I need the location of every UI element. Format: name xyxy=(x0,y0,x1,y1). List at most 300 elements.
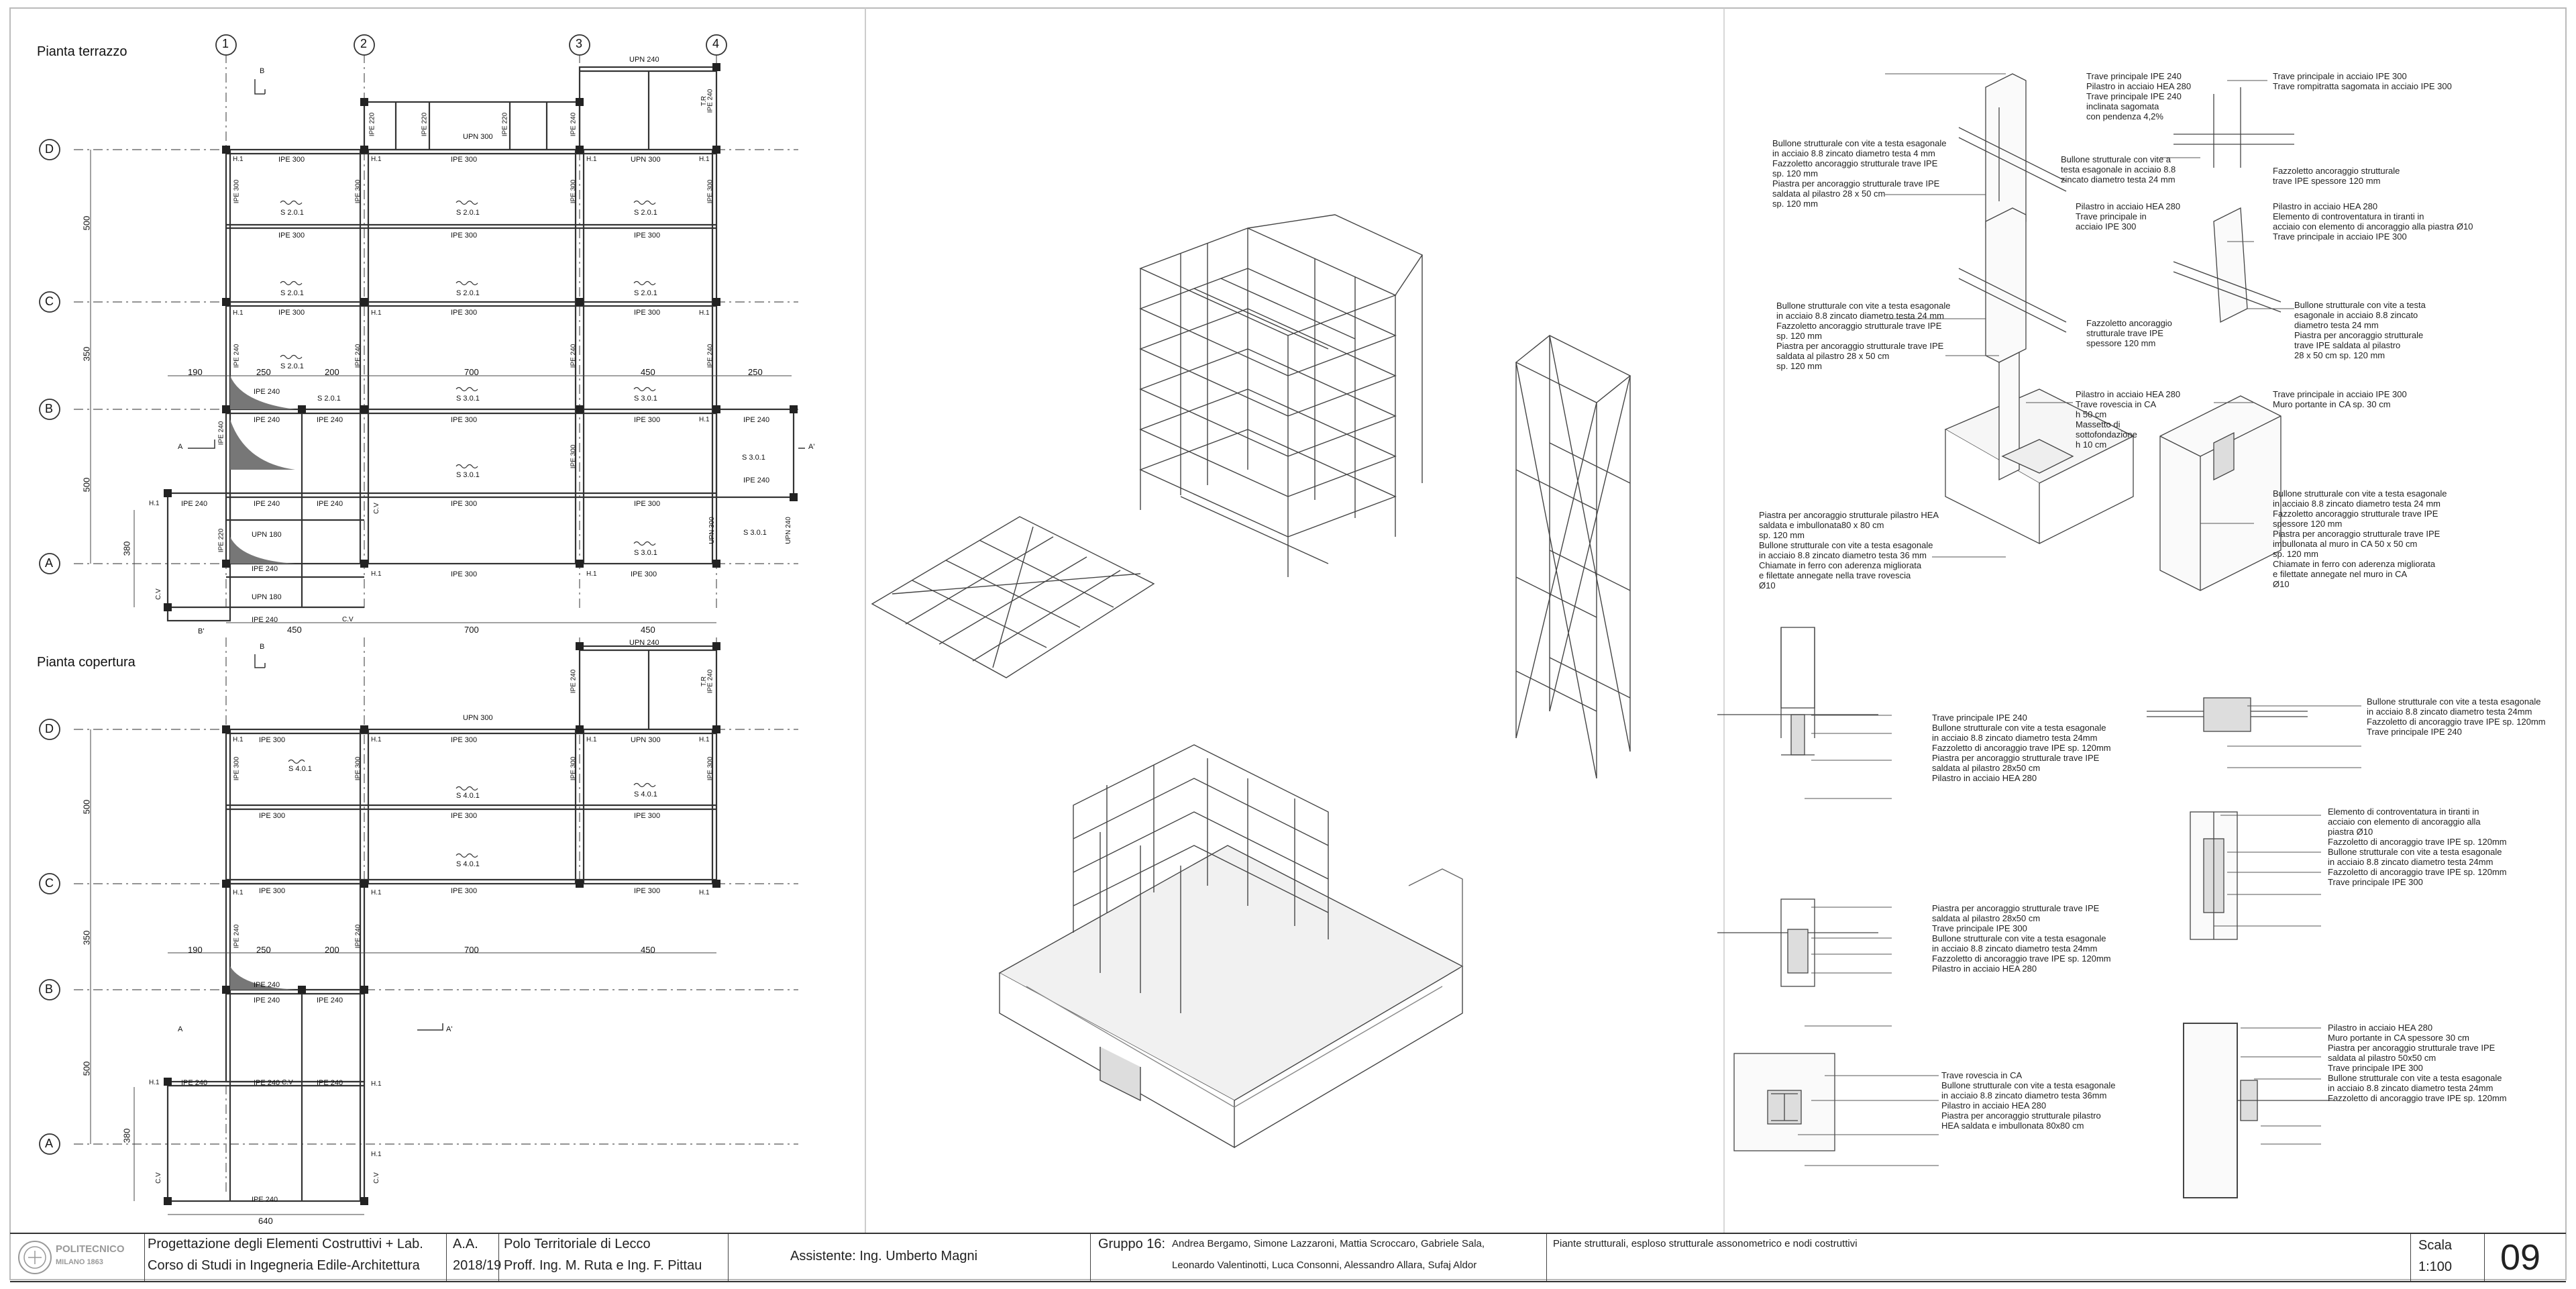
detail-note-line: Trave principale in xyxy=(2076,211,2147,221)
detail-note-d1 xyxy=(2086,71,2191,121)
detail-note-line: Pilastro in acciaio HEA 280 xyxy=(2273,201,2378,211)
beam-label: IPE 240 xyxy=(570,344,578,368)
detail-note-line: Pilastro in acciaio HEA 280 xyxy=(2076,389,2181,399)
spec-tag: S 4.0.1 xyxy=(634,790,657,798)
detail-note-line: Pilastro in acciaio HEA 280 xyxy=(1932,964,2037,974)
exploded-axonometric xyxy=(872,215,1630,1147)
beam-label: IPE 300 xyxy=(259,736,286,744)
detail-note-s5 xyxy=(1941,1070,2115,1131)
campus: Polo Territoriale di Lecco xyxy=(504,1237,651,1251)
beam-label: IPE 300 xyxy=(278,156,305,164)
beam-label: IPE 300 xyxy=(451,416,478,424)
beam-label: IPE 240 xyxy=(743,476,770,484)
detail-note-line: Fazzoletto di ancoraggio trave IPE sp. 120mm xyxy=(2328,837,2507,847)
beam-label: IPE 300 xyxy=(451,231,478,240)
academic-year: 2018/19 xyxy=(453,1258,502,1273)
column-tag: H.1 xyxy=(371,309,382,317)
column-tag: H.1 xyxy=(699,416,710,423)
lower-building-axon xyxy=(1000,745,1462,1147)
grid-col-1: 1 xyxy=(222,37,229,50)
beam-label: IPE 300 xyxy=(278,231,305,240)
detail-note-line: Trave principale in acciaio IPE 300 xyxy=(2273,389,2407,399)
detail-note-d2-b xyxy=(2273,166,2400,186)
detail-note-line: Bullone strutturale con vite a testa esagonale xyxy=(2328,1073,2502,1083)
spec-tag: S 2.0.1 xyxy=(280,289,304,297)
detail-note-line: Fazzoletto di ancoraggio trave IPE sp. 120mm xyxy=(2328,1093,2507,1103)
spec-tag: S 3.0.1 xyxy=(634,549,657,557)
detail-note-line: Fazzoletto ancoraggio strutturale trave IPE xyxy=(1772,158,1938,168)
detail-note-line: Trave rovescia in CA xyxy=(1941,1070,2023,1080)
column-tag: H.1 xyxy=(149,1079,160,1086)
detail-note-line: h 50 cm xyxy=(2076,409,2107,419)
detail-note-line: Elemento di controventatura in tiranti in xyxy=(2273,211,2424,221)
detail-note-d1-left xyxy=(1772,138,1946,209)
roof-dim-v4: 380 xyxy=(121,1128,132,1143)
beam-label: UPN 300 xyxy=(463,714,493,722)
detail-note-line: Bullone strutturale con vite a testa xyxy=(2294,300,2426,310)
spec-tag: S 3.0.1 xyxy=(743,529,767,537)
detail-note-line: in acciaio 8.8 zincato diametro testa 36mm xyxy=(1941,1090,2107,1100)
detail-note-line: Ø10 xyxy=(2273,579,2290,589)
beam-label: IPE 300 xyxy=(451,309,478,317)
course-name: Progettazione degli Elementi Costruttivi + Lab. xyxy=(148,1237,423,1251)
detail-note-line: Trave principale in acciaio IPE 300 xyxy=(2273,231,2407,242)
spec-tag: S 2.0.1 xyxy=(317,395,341,403)
detail-note-line: piastra Ø10 xyxy=(2328,827,2373,837)
detail-note-line: Trave principale IPE 300 xyxy=(2328,1063,2423,1073)
professors: Proff. Ing. M. Ruta e Ing. F. Pittau xyxy=(504,1258,702,1273)
column-tag: H.1 xyxy=(149,500,160,507)
column-tag: H.1 xyxy=(586,570,597,578)
beam-label: IPE 300 xyxy=(233,179,241,204)
cv-tag: C.V xyxy=(372,503,380,514)
sheet-description: Piante strutturali, esploso strutturale assonometrico e nodi costruttivi xyxy=(1553,1238,1858,1249)
spec-tag: S 2.0.1 xyxy=(280,362,304,370)
beam-label: IPE 300 xyxy=(451,570,478,578)
detail-note-line: sp. 120 mm xyxy=(2273,549,2318,559)
detail-note-line: testa esagonale in acciaio 8.8 xyxy=(2061,164,2176,174)
detail-note-line: Piastra per ancoraggio strutturale xyxy=(2294,330,2424,340)
detail-note-d3 xyxy=(2076,201,2180,231)
beam-label: UPN 240 xyxy=(629,639,659,647)
column-tag: H.1 xyxy=(586,156,597,163)
beam-label: UPN 300 xyxy=(708,517,716,544)
detail-note-line: con pendenza 4,2% xyxy=(2086,111,2163,121)
dim-v2: 350 xyxy=(81,346,92,362)
spec-tag: S 3.0.1 xyxy=(456,471,480,479)
beam-label: UPN 300 xyxy=(631,156,661,164)
grid-col-2: 2 xyxy=(360,37,368,50)
detail-note-line: Fazzoletto di ancoraggio trave IPE sp. 120mm xyxy=(2367,717,2546,727)
detail-note-line: saldata al pilastro 50x50 cm xyxy=(2328,1053,2436,1063)
group-members-1: Andrea Bergamo, Simone Lazzaroni, Mattia Scroccaro, Gabriele Sala, xyxy=(1172,1238,1485,1249)
column-tag: H.1 xyxy=(371,156,382,163)
detail-note-line: Trave principale IPE 300 xyxy=(2328,877,2423,887)
detail-note-line: Muro portante in CA spessore 30 cm xyxy=(2328,1033,2469,1043)
detail-note-d3-left xyxy=(1776,301,1950,371)
detail-note-line: sp. 120 mm xyxy=(1776,331,1822,341)
beam-label: IPE 220 xyxy=(501,112,509,137)
spec-tag: S 2.0.1 xyxy=(634,209,657,217)
group-members-2: Leonardo Valentinotti, Luca Consonni, Alessandro Allara, Sufaj Aldor xyxy=(1172,1259,1477,1271)
grid-row-d: D xyxy=(45,142,54,156)
dim-h2: 250 xyxy=(256,367,271,377)
roof-grid-row-a: A xyxy=(45,1137,54,1150)
assistant: Assistente: Ing. Umberto Magni xyxy=(790,1249,978,1264)
beam-label: IPE 300 xyxy=(634,309,661,317)
roof-plan-title: Pianta copertura xyxy=(37,655,136,670)
detail-note-line: saldata al pilastro 28x50 cm xyxy=(1932,763,2041,773)
beam-label: IPE 240 xyxy=(317,416,343,424)
logo-name: POLITECNICO xyxy=(56,1243,125,1255)
beam-label: IPE 300 xyxy=(278,309,305,317)
detail-note-line: Trave principale in acciaio IPE 300 xyxy=(2273,71,2407,81)
beam-label: IPE 300 xyxy=(631,570,657,578)
detail-note-line: Chiamate in ferro con aderenza migliorata xyxy=(1759,560,1922,570)
detail-note-line: acciaio con elemento di ancoraggio alla piastra Ø10 xyxy=(2273,221,2473,231)
detail-note-line: Fazzoletto ancoraggio strutturale trave IPE xyxy=(2273,509,2438,519)
beam-label: IPE 240 xyxy=(254,388,280,396)
spec-tag: S 3.0.1 xyxy=(634,395,657,403)
beam-label: IPE 240 xyxy=(181,1079,208,1087)
roof-grid-row-d: D xyxy=(45,722,54,735)
beam-label: IPE 240 xyxy=(252,565,278,573)
detail-note-line: Fazzoletto di ancoraggio trave IPE sp. 120mm xyxy=(2328,867,2507,877)
beam-label: IPE 300 xyxy=(451,887,478,895)
section-mark-b: B xyxy=(260,643,265,651)
detail-note-line: acciaio con elemento di ancoraggio alla xyxy=(2328,817,2481,827)
column-tag: H.1 xyxy=(233,309,244,317)
grid-row-c: C xyxy=(45,295,54,308)
column-tag: H.1 xyxy=(371,736,382,743)
section-mark-b-prime: B' xyxy=(198,627,205,635)
beam-label: IPE 240 xyxy=(233,344,241,368)
detail-note-line: saldata al pilastro 28x50 cm xyxy=(1932,913,2041,923)
grid-row-b: B xyxy=(45,402,54,415)
detail-note-line: zincato diametro testa 24 mm xyxy=(2061,174,2176,185)
detail-note-line: Fazzoletto ancoraggio strutturale xyxy=(2273,166,2400,176)
beam-label: IPE 240 xyxy=(706,344,714,368)
detail-note-line: in acciaio 8.8 zincato diametro testa 36 mm xyxy=(1759,550,1927,560)
spec-tag: S 2.0.1 xyxy=(280,209,304,217)
roof-dim-bottom: 640 xyxy=(258,1216,273,1226)
beam-label: IPE 300 xyxy=(570,756,578,781)
beam-label: UPN 300 xyxy=(463,133,493,141)
detail-note-line: Trave principale IPE 240 xyxy=(2367,727,2462,737)
beam-label: IPE 300 xyxy=(570,179,578,204)
detail-note-line: sp. 120 mm xyxy=(1772,168,1818,178)
detail-note-line: Trave principale IPE 300 xyxy=(1932,923,2027,933)
beam-label: IPE 300 xyxy=(706,756,714,781)
dim-h6: 250 xyxy=(748,367,763,377)
column-tag: H.1 xyxy=(699,736,710,743)
beam-label: IPE 300 xyxy=(233,756,241,781)
detail-note-line: Bullone strutturale con vite a testa esagonale xyxy=(2328,847,2502,857)
detail-note-line: Piastra per ancoraggio strutturale pilastro HEA xyxy=(1759,510,1939,520)
detail-note-line: Chiamate in ferro con aderenza migliorata xyxy=(2273,559,2436,569)
detail-note-line: Pilastro in acciaio HEA 280 xyxy=(1932,773,2037,783)
detail-note-line: Piastra per ancoraggio strutturale trave IPE xyxy=(1776,341,1944,351)
detail-note-line: Elemento di controventatura in tiranti in xyxy=(2328,807,2479,817)
detail-note-line: strutturale trave IPE xyxy=(2086,328,2163,338)
spec-tag: S 4.0.1 xyxy=(288,765,312,773)
detail-note-line: Bullone strutturale con vite a testa esagonale xyxy=(2367,697,2541,707)
roof-dim-v2: 350 xyxy=(81,930,92,945)
cv-tag: C.V xyxy=(154,588,162,600)
beam-label: IPE 240 xyxy=(317,1079,343,1087)
beam-label: IPE 240 xyxy=(252,616,278,624)
detail-note-line: Piastra per ancoraggio strutturale pilastro xyxy=(1941,1111,2101,1121)
detail-note-line: trave IPE spessore 120 mm xyxy=(2273,176,2381,186)
beam-label: IPE 240 xyxy=(254,416,280,424)
detail-note-line: Pilastro in acciaio HEA 280 xyxy=(2076,201,2181,211)
detail-note-line: sp. 120 mm xyxy=(1759,530,1805,540)
beam-label: IPE 240 xyxy=(743,416,770,424)
detail-note-line: imbullonata al muro in CA 50 x 50 cm xyxy=(2273,539,2418,549)
detail-note-line: Bullone strutturale con vite a testa esagonale xyxy=(1759,540,1933,550)
academic-year-label: A.A. xyxy=(453,1237,478,1251)
dim-b2: 700 xyxy=(464,625,479,635)
detail-note-line: Piastra per ancoraggio strutturale trave IPE xyxy=(1932,753,2100,763)
column-tag: H.1 xyxy=(233,156,244,163)
beam-label: UPN 240 xyxy=(784,517,792,544)
detail-note-line: Trave principale IPE 240 xyxy=(2086,71,2182,81)
roof-dim-h4: 700 xyxy=(464,945,479,955)
column-tag: H.1 xyxy=(699,156,710,163)
detail-note-line: sottofondazione xyxy=(2076,429,2137,440)
beam-label: IPE 240 xyxy=(706,669,714,694)
detail-note-d3-mid xyxy=(2086,318,2172,348)
detail-note-line: Piastra per ancoraggio strutturale trave IPE xyxy=(1932,903,2100,913)
detail-note-line: esagonale in acciaio 8.8 zincato xyxy=(2294,310,2418,320)
detail-note-line: Piastra per ancoraggio strutturale trave IPE xyxy=(2328,1043,2496,1053)
detail-note-line: Fazzoletto ancoraggio strutturale trave IPE xyxy=(1776,321,1942,331)
detail-note-line: in acciaio 8.8 zincato diametro testa 24mm xyxy=(1932,733,2098,743)
detail-note-line: Bullone strutturale con vite a testa esagonale xyxy=(1932,933,2106,943)
detail-note-line: diametro testa 24 mm xyxy=(2294,320,2379,330)
detail-note-line: Pilastro in acciaio HEA 280 xyxy=(2086,81,2192,91)
dim-h5: 450 xyxy=(641,367,655,377)
beam-label: IPE 300 xyxy=(570,444,578,469)
detail-note-line: in acciaio 8.8 zincato diametro testa 24 mm xyxy=(1776,311,1945,321)
detail-note-line: Bullone strutturale con vite a xyxy=(2061,154,2171,164)
beam-label: IPE 240 xyxy=(706,89,714,113)
beam-label: IPE 220 xyxy=(368,112,376,137)
beam-label: IPE 300 xyxy=(451,736,478,744)
beam-label: IPE 220 xyxy=(421,112,429,137)
beam-label: IPE 300 xyxy=(451,156,478,164)
grid-col-4: 4 xyxy=(712,37,720,50)
beam-label: IPE 240 xyxy=(317,996,343,1004)
detail-note-line: in acciaio 8.8 zincato diametro testa 4 mm xyxy=(1772,148,1935,158)
detail-note-line: e filettate annegate nella trave rovescia xyxy=(1759,570,1911,580)
beam-label: IPE 240 xyxy=(317,500,343,508)
spec-tag: S 2.0.1 xyxy=(634,289,657,297)
detail-note-d6-right xyxy=(2273,488,2447,589)
scale-label: Scala xyxy=(2418,1238,2453,1253)
column-tag: H.1 xyxy=(371,889,382,896)
column-axon xyxy=(1516,336,1630,778)
beam-label: IPE 240 xyxy=(233,924,241,949)
detail-note-s1 xyxy=(1932,713,2111,783)
politecnico-seal-icon xyxy=(17,1239,53,1276)
detail-note-line: Trave principale IPE 240 xyxy=(1932,713,2027,723)
beam-label: IPE 240 xyxy=(570,112,578,137)
beam-label: IPE 240 xyxy=(354,924,362,949)
beam-label: UPN 240 xyxy=(629,56,659,64)
course-program: Corso di Studi in Ingegneria Edile-Architettura xyxy=(148,1258,420,1273)
logo-sub: MILANO 1863 xyxy=(56,1258,103,1266)
detail-note-d5-left xyxy=(1759,510,1939,590)
roof-grid-row-c: C xyxy=(45,876,54,890)
detail-note-line: saldata al pilastro 28 x 50 cm xyxy=(1772,189,1886,199)
detail-note-line: Trave principale IPE 240 xyxy=(2086,91,2182,101)
section-mark-a-prime: A' xyxy=(808,443,815,451)
dim-b3: 450 xyxy=(641,625,655,635)
spec-tag: S 2.0.1 xyxy=(456,289,480,297)
beam-label: IPE 300 xyxy=(451,812,478,820)
beam-label: IPE 240 xyxy=(252,1196,278,1204)
tr-tag: T.R xyxy=(700,96,708,106)
terrace-plan-title: Pianta terrazzo xyxy=(37,44,127,59)
spec-tag: S 4.0.1 xyxy=(456,860,480,868)
beam-label: IPE 300 xyxy=(451,500,478,508)
roof-dim-v1: 500 xyxy=(81,799,92,815)
column-tag: H.1 xyxy=(699,889,710,896)
detail-note-line: in acciaio 8.8 zincato diametro testa 24mm xyxy=(2328,857,2493,867)
section-mark-a-prime: A' xyxy=(446,1025,453,1033)
tr-tag: T.R xyxy=(700,676,708,686)
detail-note-line: Bullone strutturale con vite a testa esagonale xyxy=(1932,723,2106,733)
detail-note-line: Ø10 xyxy=(1759,580,1776,590)
column-tag: H.1 xyxy=(233,889,244,896)
spec-tag: S 3.0.1 xyxy=(742,454,765,462)
cv-tag: C.V xyxy=(342,616,354,623)
detail-note-d2 xyxy=(2273,71,2452,91)
detail-note-d6 xyxy=(2273,389,2407,409)
detail-note-line: Bullone strutturale con vite a testa esagonale xyxy=(1941,1080,2116,1090)
beam-label: IPE 240 xyxy=(181,500,208,508)
column-tag: H.1 xyxy=(586,736,597,743)
detail-note-d4 xyxy=(2273,201,2473,242)
cv-tag: C.V xyxy=(372,1172,380,1184)
beam-label: IPE 300 xyxy=(634,887,661,895)
detail-note-line: Fazzoletto di ancoraggio trave IPE sp. 120mm xyxy=(1932,953,2111,964)
column-tag: H.1 xyxy=(371,1080,382,1088)
detail-note-line: Bullone strutturale con vite a testa esagonale xyxy=(1772,138,1947,148)
detail-note-line: h 10 cm xyxy=(2076,440,2107,450)
detail-note-line: Pilastro in acciaio HEA 280 xyxy=(1941,1100,2047,1111)
column-tag: H.1 xyxy=(371,1151,382,1158)
detail-note-line: Trave rompitratta sagomata in acciaio IPE 300 xyxy=(2273,81,2452,91)
detail-note-line: Piastra per ancoraggio strutturale trave IPE xyxy=(1772,178,1940,189)
detail-note-s6 xyxy=(2328,1023,2507,1103)
detail-note-line: HEA saldata e imbullonata 80x80 cm xyxy=(1941,1121,2084,1131)
beam-label: UPN 180 xyxy=(252,531,282,539)
cv-tag: C.V xyxy=(154,1172,162,1184)
beam-label: IPE 300 xyxy=(354,756,362,781)
scale-value: 1:100 xyxy=(2418,1259,2453,1274)
beam-label: IPE 300 xyxy=(354,179,362,204)
detail-note-line: Trave rovescia in CA xyxy=(2076,399,2157,409)
spec-tag: S 3.0.1 xyxy=(456,395,480,403)
beam-label: IPE 300 xyxy=(259,887,286,895)
detail-note-d5 xyxy=(2076,389,2180,450)
roof-truss-axon xyxy=(872,517,1154,678)
roof-dim-h1: 190 xyxy=(188,945,203,955)
detail-note-line: acciaio IPE 300 xyxy=(2076,221,2137,231)
beam-label: IPE 240 xyxy=(570,669,578,694)
roof-dim-h2: 250 xyxy=(256,945,271,955)
section-mark-a: A xyxy=(178,443,183,451)
detail-note-d1-mid xyxy=(2061,154,2176,185)
column-tag: H.1 xyxy=(699,309,710,317)
beam-label: IPE 300 xyxy=(634,500,661,508)
beam-label: IPE 240 xyxy=(254,981,280,989)
dim-h3: 200 xyxy=(325,367,339,377)
detail-note-line: 28 x 50 cm sp. 120 mm xyxy=(2294,350,2385,360)
beam-label: UPN 300 xyxy=(631,736,661,744)
detail-note-line: Bullone strutturale con vite a testa esagonale xyxy=(2273,488,2447,499)
grid-col-3: 3 xyxy=(576,37,583,50)
roof-plan-drawing xyxy=(40,637,798,1215)
beam-label: UPN 180 xyxy=(252,593,282,601)
roof-dim-h5: 450 xyxy=(641,945,655,955)
detail-note-line: spessore 120 mm xyxy=(2273,519,2343,529)
beam-label: IPE 240 xyxy=(354,344,362,368)
dim-v4: 380 xyxy=(121,541,132,556)
dim-h4: 700 xyxy=(464,367,479,377)
detail-note-line: spessore 120 mm xyxy=(2086,338,2156,348)
section-mark-a: A xyxy=(178,1025,183,1033)
group-label: Gruppo 16: xyxy=(1098,1237,1166,1251)
column-tag: H.1 xyxy=(233,736,244,743)
roof-grid-row-b: B xyxy=(45,982,54,996)
detail-note-line: sp. 120 mm xyxy=(1776,361,1822,371)
detail-note-line: Pilastro in acciaio HEA 280 xyxy=(2328,1023,2433,1033)
detail-note-line: saldata e imbullonata80 x 80 cm xyxy=(1759,520,1884,530)
detail-note-line: e filettate annegate nel muro in CA xyxy=(2273,569,2408,579)
detail-note-s2 xyxy=(2367,697,2546,737)
beam-label: IPE 300 xyxy=(259,812,286,820)
detail-note-d4-right xyxy=(2294,300,2426,360)
beam-label: IPE 300 xyxy=(634,231,661,240)
beam-label: IPE 300 xyxy=(634,812,661,820)
detail-note-line: sp. 120 mm xyxy=(1772,199,1818,209)
detail-note-line: in acciaio 8.8 zincato diametro testa 24mm xyxy=(1932,943,2098,953)
detail-note-line: Muro portante in CA sp. 30 cm xyxy=(2273,399,2391,409)
detail-note-line: Bullone strutturale con vite a testa esagonale xyxy=(1776,301,1951,311)
detail-note-line: trave IPE saldata al pilastro xyxy=(2294,340,2401,350)
spec-tag: S 2.0.1 xyxy=(456,209,480,217)
detail-note-line: in acciaio 8.8 zincato diametro testa 24mm xyxy=(2328,1083,2493,1093)
politecnico-logo xyxy=(17,1239,144,1276)
spec-tag: S 4.0.1 xyxy=(456,792,480,800)
beam-label: IPE 240 xyxy=(254,1079,280,1087)
beam-label: IPE 240 xyxy=(254,996,280,1004)
sheet-number: 09 xyxy=(2500,1237,2541,1278)
title-block xyxy=(10,1233,2566,1282)
detail-note-line: inclinata sagomata xyxy=(2086,101,2159,111)
detail-note-s4 xyxy=(2328,807,2507,887)
beam-label: IPE 300 xyxy=(706,179,714,204)
beam-label: IPE 300 xyxy=(634,416,661,424)
dim-h1: 190 xyxy=(188,367,203,377)
detail-note-line: Massetto di xyxy=(2076,419,2121,429)
grid-row-a: A xyxy=(45,556,54,570)
section-mark-b: B xyxy=(260,67,265,75)
column-tag: H.1 xyxy=(371,570,382,578)
